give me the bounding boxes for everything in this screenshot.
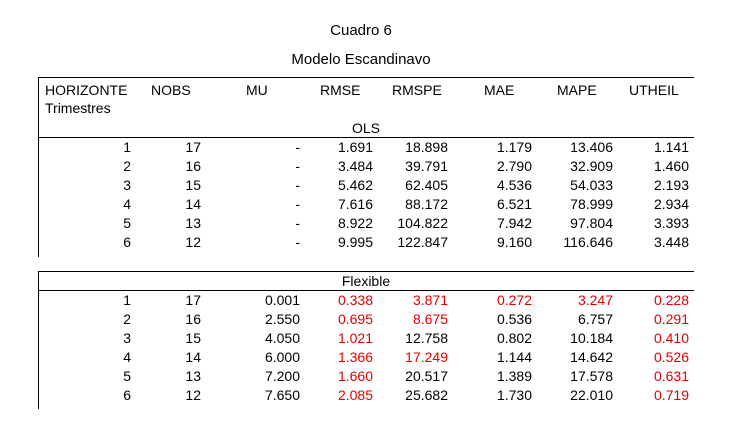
cell-ols-utheil: 1.460 — [653, 158, 689, 174]
header-mu: MU — [246, 82, 268, 98]
cell-ols-rmspe: 104.822 — [397, 215, 448, 231]
cell-flexible-rmse: 1.366 — [337, 349, 373, 365]
cell-ols-mu: - — [295, 196, 300, 212]
table-subtitle: Modelo Escandinavo — [291, 51, 431, 68]
cell-ols-rmspe: 18.898 — [405, 139, 448, 155]
cell-ols-mae: 9.160 — [496, 234, 532, 250]
cell-flexible-mae: 0.802 — [496, 330, 532, 346]
header-mae: MAE — [484, 82, 515, 98]
header-mape: MAPE — [557, 82, 597, 98]
cell-flexible-h: 4 — [123, 349, 131, 365]
cell-ols-utheil: 3.448 — [653, 234, 689, 250]
cell-flexible-nobs: 15 — [185, 330, 201, 346]
cell-ols-nobs: 12 — [185, 234, 201, 250]
cell-flexible-mape: 22.010 — [570, 387, 613, 403]
cell-ols-mu: - — [295, 177, 300, 193]
cell-ols-rmse: 7.616 — [337, 196, 373, 212]
header-rmse: RMSE — [320, 82, 361, 98]
cell-flexible-nobs: 13 — [185, 368, 201, 384]
cell-flexible-rmspe: 20.517 — [405, 368, 448, 384]
cell-flexible-nobs: 14 — [185, 349, 201, 365]
cell-flexible-mae: 1.389 — [496, 368, 532, 384]
cell-ols-mae: 7.942 — [496, 215, 532, 231]
cell-flexible-mu: 7.200 — [264, 368, 300, 384]
cell-ols-nobs: 16 — [185, 158, 201, 174]
cell-flexible-utheil: 0.228 — [653, 292, 689, 308]
flexible-top-rule — [38, 271, 694, 272]
cell-ols-h: 5 — [123, 215, 131, 231]
cell-ols-mu: - — [295, 215, 300, 231]
cell-flexible-mape: 3.247 — [577, 292, 613, 308]
cell-ols-mape: 54.033 — [570, 177, 613, 193]
header-nobs: NOBS — [151, 82, 191, 98]
cell-flexible-mae: 1.144 — [496, 349, 532, 365]
cell-flexible-utheil: 0.291 — [653, 311, 689, 327]
cell-flexible-rmspe: 25.682 — [405, 387, 448, 403]
cell-flexible-rmspe: 17.249 — [405, 349, 448, 365]
cell-ols-mu: - — [295, 234, 300, 250]
section-label-flexible: Flexible — [341, 273, 391, 289]
cell-flexible-mae: 0.272 — [496, 292, 532, 308]
cell-flexible-mu: 6.000 — [264, 349, 300, 365]
ols-rule — [38, 137, 694, 138]
cell-flexible-rmse: 2.085 — [337, 387, 373, 403]
left-border-bottom — [38, 271, 39, 409]
cell-ols-h: 1 — [123, 139, 131, 155]
cell-flexible-mae: 1.730 — [496, 387, 532, 403]
cell-flexible-mu: 7.650 — [264, 387, 300, 403]
cell-flexible-utheil: 0.631 — [653, 368, 689, 384]
cell-flexible-mu: 4.050 — [264, 330, 300, 346]
cell-ols-mape: 32.909 — [570, 158, 613, 174]
results-table — [38, 77, 694, 409]
cell-ols-nobs: 13 — [185, 215, 201, 231]
cell-flexible-mae: 0.536 — [496, 311, 532, 327]
section-label-ols: OLS — [351, 120, 380, 136]
cell-flexible-rmse: 1.660 — [337, 368, 373, 384]
cell-ols-rmspe: 62.405 — [405, 177, 448, 193]
cell-ols-mae: 1.179 — [496, 139, 532, 155]
flexible-rule — [38, 290, 694, 291]
cell-flexible-nobs: 16 — [185, 311, 201, 327]
cell-flexible-mape: 14.642 — [570, 349, 613, 365]
left-border-top — [38, 77, 39, 257]
cell-ols-mae: 2.790 — [496, 158, 532, 174]
cell-ols-rmse: 8.922 — [337, 215, 373, 231]
header-utheil: UTHEIL — [629, 82, 679, 98]
cell-flexible-mape: 6.757 — [577, 311, 613, 327]
cell-flexible-h: 3 — [123, 330, 131, 346]
cell-flexible-rmse: 0.695 — [337, 311, 373, 327]
cell-flexible-rmse: 0.338 — [337, 292, 373, 308]
cell-flexible-rmspe: 12.758 — [405, 330, 448, 346]
cell-flexible-utheil: 0.410 — [653, 330, 689, 346]
cell-ols-mape: 78.999 — [570, 196, 613, 212]
cell-flexible-h: 1 — [123, 292, 131, 308]
cell-ols-rmse: 9.995 — [337, 234, 373, 250]
cell-ols-h: 2 — [123, 158, 131, 174]
cell-ols-mape: 97.804 — [570, 215, 613, 231]
table-title: Cuadro 6 — [330, 22, 392, 39]
cell-ols-utheil: 2.934 — [653, 196, 689, 212]
cell-flexible-rmspe: 3.871 — [412, 292, 448, 308]
cell-ols-mu: - — [295, 139, 300, 155]
cell-ols-rmse: 1.691 — [337, 139, 373, 155]
cell-ols-rmspe: 39.791 — [405, 158, 448, 174]
header-trimestres: Trimestres — [45, 100, 111, 116]
cell-ols-rmspe: 122.847 — [397, 234, 448, 250]
cell-flexible-mape: 17.578 — [570, 368, 613, 384]
cell-ols-utheil: 3.393 — [653, 215, 689, 231]
cell-flexible-rmspe: 8.675 — [412, 311, 448, 327]
cell-ols-mape: 116.646 — [563, 234, 613, 250]
cell-flexible-utheil: 0.719 — [653, 387, 689, 403]
header-rmspe: RMSPE — [392, 82, 442, 98]
cell-ols-nobs: 14 — [185, 196, 201, 212]
cell-ols-utheil: 1.141 — [653, 139, 689, 155]
top-rule — [38, 77, 694, 78]
cell-ols-rmse: 5.462 — [337, 177, 373, 193]
cell-ols-utheil: 2.193 — [653, 177, 689, 193]
cell-flexible-rmse: 1.021 — [337, 330, 373, 346]
cell-flexible-nobs: 17 — [185, 292, 201, 308]
cell-ols-h: 3 — [123, 177, 131, 193]
cell-ols-mae: 4.536 — [496, 177, 532, 193]
cell-flexible-nobs: 12 — [185, 387, 201, 403]
cell-ols-h: 4 — [123, 196, 131, 212]
cell-flexible-h: 6 — [123, 387, 131, 403]
cell-ols-rmse: 3.484 — [337, 158, 373, 174]
cell-ols-rmspe: 88.172 — [405, 196, 448, 212]
cell-flexible-mu: 0.001 — [264, 292, 300, 308]
cell-flexible-h: 2 — [123, 311, 131, 327]
cell-flexible-utheil: 0.526 — [653, 349, 689, 365]
cell-flexible-mu: 2.550 — [264, 311, 300, 327]
cell-ols-mae: 6.521 — [496, 196, 532, 212]
cell-flexible-mape: 10.184 — [570, 330, 613, 346]
cell-ols-mape: 13.406 — [570, 139, 613, 155]
cell-ols-nobs: 17 — [185, 139, 201, 155]
header-horizonte: HORIZONTE — [45, 82, 128, 98]
cell-ols-h: 6 — [123, 234, 131, 250]
cell-ols-mu: - — [295, 158, 300, 174]
cell-flexible-h: 5 — [123, 368, 131, 384]
cell-ols-nobs: 15 — [185, 177, 201, 193]
